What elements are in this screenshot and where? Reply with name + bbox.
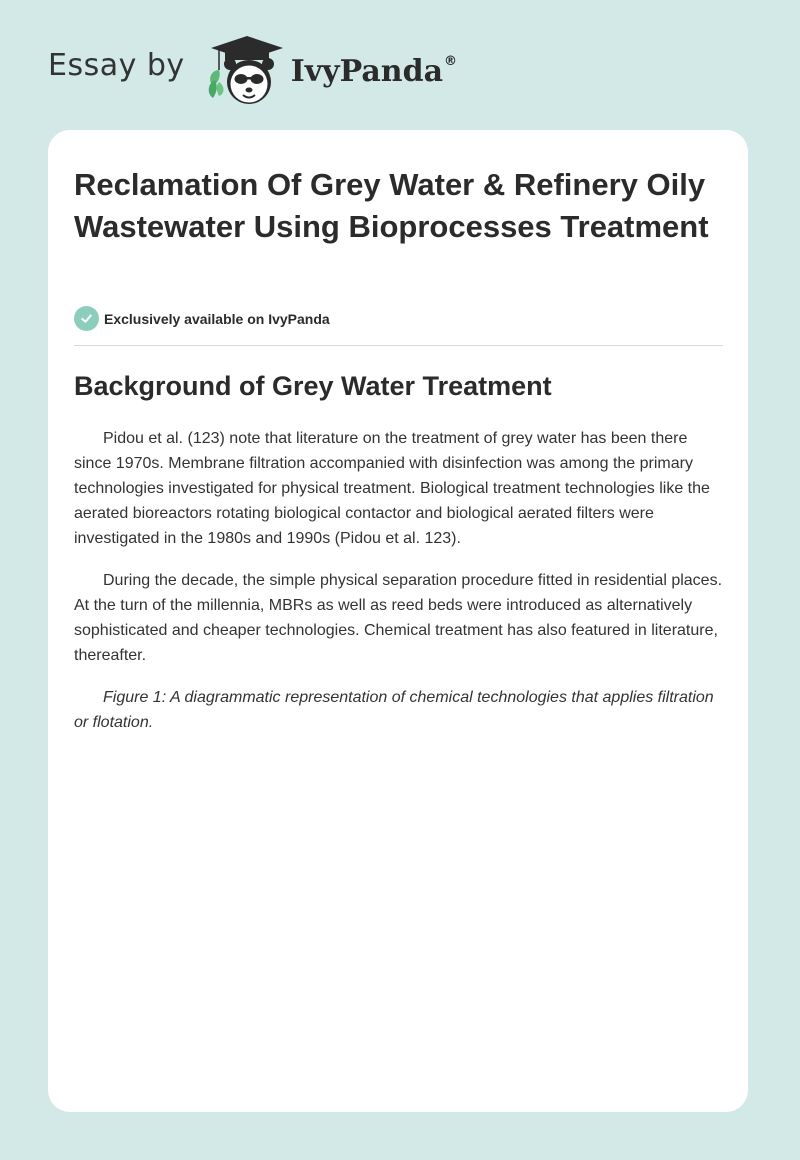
check-icon: [74, 306, 99, 331]
paragraph: During the decade, the simple physical separation procedure fitted in residential places. At the turn of the millennia, MBRs as well as reed beds were introduced as alternatively sophisticated and cheaper technologies. Chemical treatment has also featured in literature, thereafter.: [74, 572, 723, 664]
exclusive-badge: [74, 306, 330, 331]
article-title: Reclamation Of Grey Water & Refinery Oily Wastewater Using Bioprocesses Treatment: [74, 167, 709, 244]
exclusive-badge-text: Exclusively available on IvyPanda: [104, 310, 330, 327]
brand-name-text: IvyPanda: [290, 53, 444, 89]
divider: [74, 345, 723, 346]
site-header: [48, 30, 457, 110]
section-heading: Background of Grey Water Treatment: [74, 371, 552, 401]
article-card: [48, 130, 748, 1112]
paragraph: Pidou et al. (123) note that literature on the treatment of grey water has been there since 1970s. Membrane filtration accompanied with disinfection was among the primary technologies investigated for physical treatment. Biological treatment technologies like the aerated bioreactors rotating biological contactor and biological aerated filters were investigated in the 1980s and 1990s (Pidou et al. 123).: [74, 430, 710, 547]
essay-by-label: Essay by: [48, 47, 185, 83]
brand-name[interactable]: [291, 54, 457, 89]
panda-graduate-icon[interactable]: [199, 30, 291, 110]
registered-mark: ®: [444, 53, 458, 69]
article-body: [74, 426, 726, 752]
figure-caption: Figure 1: A diagrammatic representation of chemical technologies that applies filtration or flotation.: [74, 689, 714, 731]
